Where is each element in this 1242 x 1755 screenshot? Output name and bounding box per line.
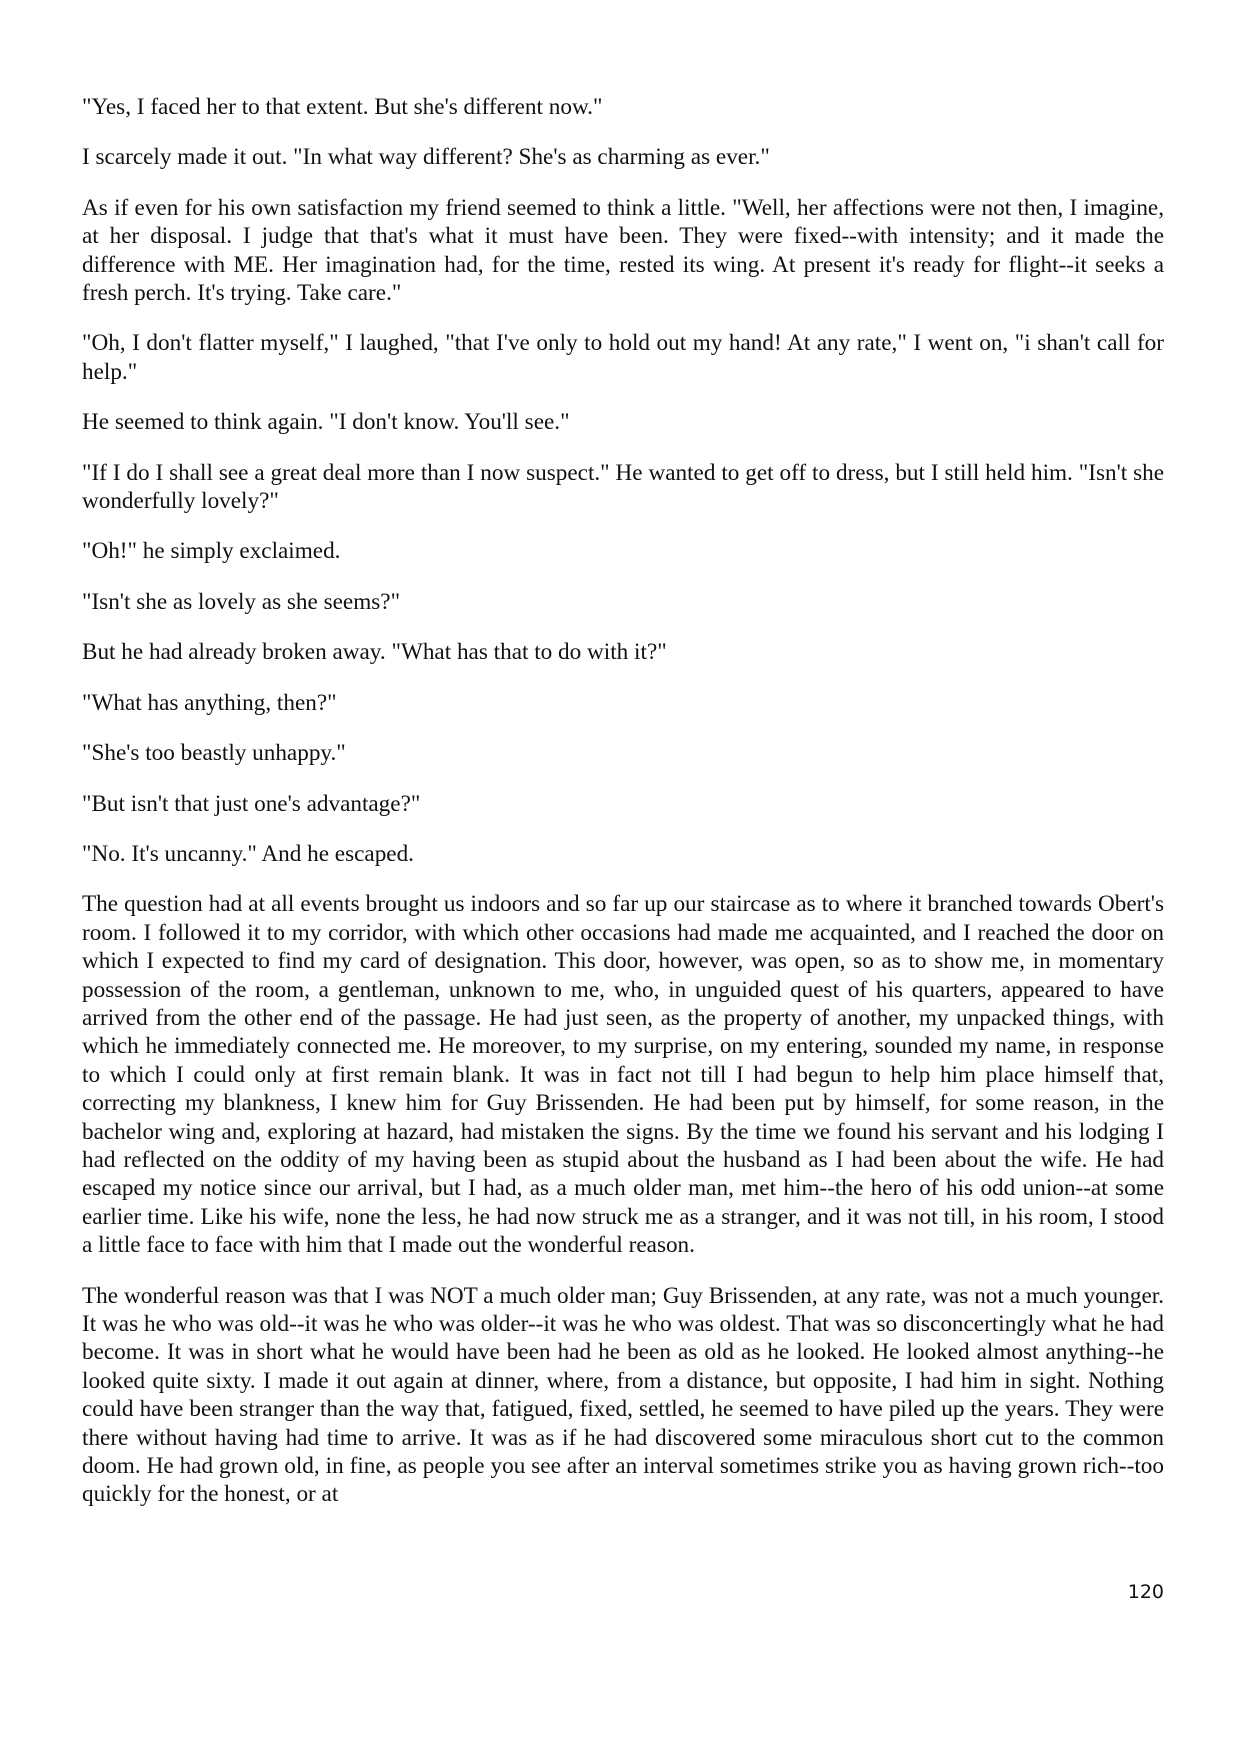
paragraph: "Oh, I don't flatter myself," I laughed, "that I've only to hold out my hand! At any rate," I went on, "i shan't call for help." bbox=[82, 330, 1164, 385]
paragraph: But he had already broken away. "What has that to do with it?" bbox=[82, 639, 667, 666]
paragraph: "If I do I shall see a great deal more than I now suspect." He wanted to get off to dress, but I still held him. "Isn't she wonderfully lovely?" bbox=[82, 459, 1164, 515]
page-body bbox=[82, 93, 1164, 1531]
paragraph: "No. It's uncanny." And he escaped. bbox=[82, 840, 414, 867]
paragraph: The wonderful reason was that I was NOT a much older man; Guy Brissenden, at any rate, was not a much younger. It was he who was old--it was he who was older--it was he who was oldest. That was so disconcertingly what he had become. It was in short what he would have been had he been as old as he looked. He looked almost anything--he looked quite sixty. I made it out again at dinner, where, from a distance, but opposite, I had him in sight. Nothing could have been stranger than the way that, fatigued, fixed, settled, he seemed to have piled up the years. They were there without having had time to arrive. It was as if he had discovered some miraculous short cut to the common doom. He had grown old, in fine, as people you see after an interval sometimes strike you as having grown rich--too quickly for the honest, or at bbox=[82, 1282, 1164, 1508]
paragraph: "But isn't that just one's advantage?" bbox=[82, 790, 421, 817]
paragraph: The question had at all events brought us indoors and so far up our staircase as to where it branched towards Obert's room. I followed it to my corridor, with which other occasions had made me acquainted, and I reached the door on which I expected to find my card of designation. This door, however, was open, so as to show me, in momentary possession of the room, a gentleman, unknown to me, who, in unguided quest of his quarters, appeared to have arrived from the other end of the passage. He had just seen, as the property of another, my unpacked things, with which he immediately connected me. He moreover, to my surprise, on my entering, sounded my name, in response to which I could only at first remain blank. It was in fact not till I had begun to help him place himself that, correcting my blankness, I knew him for Guy Brissenden. He had been put by himself, for some reason, in the bachelor wing and, exploring at hazard, had mistaken the signs. By the time we found his servant and his lodging I had reflected on the oddity of my having been as stupid about the husband as I had been about the wife. He had escaped my notice since our arrival, but I had, as a much older man, met him--the hero of his odd union--at some earlier time. Like his wife, none the less, he had now struck me as a stranger, and it was not till, in his room, I stood a little face to face with him that I made out the wonderful reason. bbox=[82, 891, 1164, 1259]
paragraph: "Isn't she as lovely as she seems?" bbox=[82, 588, 401, 615]
page-number: 120 bbox=[1127, 1581, 1164, 1603]
paragraph: "Yes, I faced her to that extent. But she's different now." bbox=[82, 94, 603, 120]
paragraph: "What has anything, then?" bbox=[82, 689, 337, 716]
paragraph: "Oh!" he simply exclaimed. bbox=[82, 538, 341, 565]
paragraph: I scarcely made it out. "In what way different? She's as charming as ever." bbox=[82, 144, 770, 171]
paragraph: "She's too beastly unhappy." bbox=[82, 740, 346, 767]
paragraph: He seemed to think again. "I don't know. You'll see." bbox=[82, 409, 570, 436]
paragraph: As if even for his own satisfaction my friend seemed to think a little. "Well, her affections were not then, I imagine, at her disposal. I judge that that's what it must have been. They were fixed--with intensity; and it made the difference with ME. Her imagination had, for the time, rested its wing. At present it's ready for flight--it seeks a fresh perch. It's trying. Take care." bbox=[82, 194, 1164, 307]
